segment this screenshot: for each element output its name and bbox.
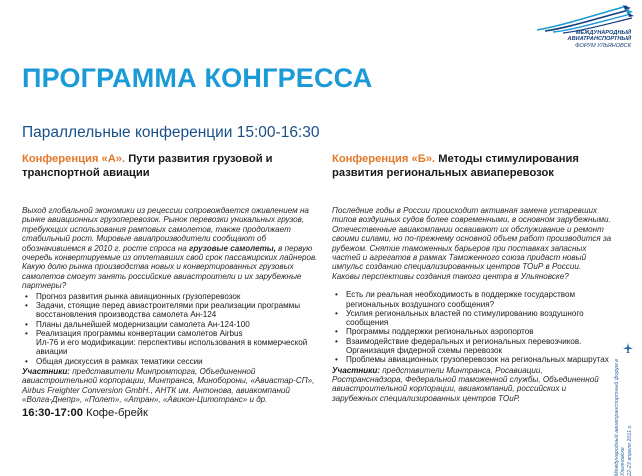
list-item-text: Проблемы авиационных грузоперевозок на региональных маршрутах bbox=[346, 355, 609, 365]
list-item bbox=[332, 327, 612, 336]
list-item-text: Взаимодействие федеральных и региональных перевозчиков. Организация фидерной схемы перевозок bbox=[346, 336, 582, 356]
list-item bbox=[332, 309, 612, 328]
conference-b-label: Конференция «Б». bbox=[332, 153, 436, 165]
conference-b-column bbox=[332, 153, 612, 403]
participants-text: представители Минтранса, Росавиации, Ространснадзора, Федеральной таможенной службы, Объединенной авиастроительной корпорации, авиакомпаний, российских и зарубежных специализированных центров ТОиР. bbox=[332, 365, 599, 403]
list-item-text: Реализация программы конвертации самолетов Airbus bbox=[36, 328, 243, 338]
coffee-break-label: Кофе-брейк bbox=[86, 406, 148, 419]
list-item bbox=[332, 290, 612, 309]
logo-text bbox=[568, 30, 631, 49]
participants-label: Участники: bbox=[332, 365, 380, 375]
conference-a-title bbox=[22, 153, 318, 180]
logo-line-2: АВИАТРАНСПОРТНЫЙ bbox=[567, 36, 631, 43]
coffee-break bbox=[22, 407, 318, 420]
conference-a-bullets bbox=[22, 292, 318, 366]
page-title: ПРОГРАММА КОНГРЕССА bbox=[22, 63, 373, 93]
participants-label: Участники: bbox=[22, 367, 70, 377]
list-item-text: Планы дальнейшей модернизации самолета Ан-124-100 bbox=[36, 319, 250, 329]
side-caption-line-2: 22-23 апреля 2011 г. bbox=[626, 424, 633, 476]
conference-a-participants bbox=[22, 367, 318, 405]
list-item bbox=[22, 301, 318, 320]
logo-city: УЛЬЯНОВСК bbox=[597, 42, 631, 49]
conference-b-question: Каковы перспективы создания такого центра в Ульяновске? bbox=[332, 271, 569, 281]
logo-line-1: МЕЖДУНАРОДНЫЙ bbox=[575, 30, 631, 36]
conference-b-intro: Последние годы в России происходит активная замена устаревших типов воздушных судов более современными, в основном зарубежными. Отечественные авиакомпании осваивают их обслуживание и ремонт своими силами, но по-прежнему основной объем работ производится за рубежом. Снятие таможенных барьеров при поставках запасных частей и агрегатов в рамках Таможенного союза придаст новый импульс созданию специализированных центров ТОиР в России. bbox=[332, 206, 612, 272]
conference-a-title-text: Пути развития грузовой и транспортной авиации bbox=[22, 153, 273, 179]
list-item bbox=[22, 292, 318, 301]
list-item bbox=[22, 320, 318, 329]
side-caption-line-1: Международный авиатранспортный форум в Ульяновске bbox=[614, 359, 627, 476]
list-item-subtext: Ил-76 и его модификации: перспективы использования в коммерческой авиации bbox=[36, 338, 308, 357]
conference-b-participants bbox=[332, 366, 612, 404]
conference-b-title-text: Методы стимулирования развития региональных авиаперевозок bbox=[332, 153, 579, 179]
conference-a-intro bbox=[22, 206, 318, 291]
conference-a-intro-part-1: Выход глобальной экономики из рецессии сопровождается оживлением на рынке авиационных грузоперевозок. Рынок перевозки уникальных грузов, требующих использования рамповых самолетов, также продолжает стабильный рост. Мировые авиапроизводители сообщают об обозначившемся в 2010 г. росте спроса на bbox=[22, 206, 309, 253]
list-item-text: Программы поддержки региональных аэропортов bbox=[346, 327, 534, 337]
conference-b-title bbox=[332, 153, 612, 180]
list-item bbox=[332, 337, 612, 356]
logo-line-3: ФОРУМ bbox=[575, 42, 596, 49]
list-item-text: Есть ли реальная необходимость в поддержке государством региональных воздушного сообщения? bbox=[346, 290, 576, 309]
list-item-text: Усилия региональных властей по стимулированию воздушного сообщения bbox=[346, 308, 584, 328]
list-item bbox=[332, 355, 612, 364]
conference-a-column bbox=[22, 153, 318, 420]
list-item-text: Общая дискуссия в рамках тематики сессии bbox=[36, 356, 203, 366]
list-item-text: Прогноз развития рынка авиационных грузоперевозок bbox=[36, 291, 241, 301]
forum-logo bbox=[531, 4, 635, 54]
conference-b-bullets bbox=[332, 290, 612, 364]
side-caption bbox=[614, 336, 636, 476]
conference-a-intro-part-2: в первую очередь конвертируемые из отлетавших свой срок пассажирских лайнеров. Какую долю рынка производства новых и конвертированных грузовых самолетов смогут занять российские авиастроители и их зарубежные партнеры? bbox=[22, 243, 318, 291]
conference-a-intro-bold: грузовые самолеты, bbox=[189, 243, 276, 253]
list-item bbox=[22, 357, 318, 366]
coffee-break-time: 16:30-17:00 bbox=[22, 406, 83, 419]
section-heading: Параллельные конференции 15:00-16:30 bbox=[22, 124, 320, 141]
participants-text: представители Минпромторга, Объединенной авиастроительной корпорации, Минтранса, Минобороны, «Авиастар-СП», Airbus Freighter Conversion GmbH., АНТК им. Антонова, авиакомпаний «Волга-Днепр», «Полет», «Атран», «Авикон-Цитотранс» и др. bbox=[22, 367, 315, 405]
plane-icon bbox=[623, 343, 633, 353]
conference-a-label: Конференция «А». bbox=[22, 153, 126, 165]
list-item-text: Задачи, стоящие перед авиастроителями при реализации программы восстановления производства самолета Ан-124 bbox=[36, 300, 301, 320]
list-item bbox=[22, 329, 318, 357]
